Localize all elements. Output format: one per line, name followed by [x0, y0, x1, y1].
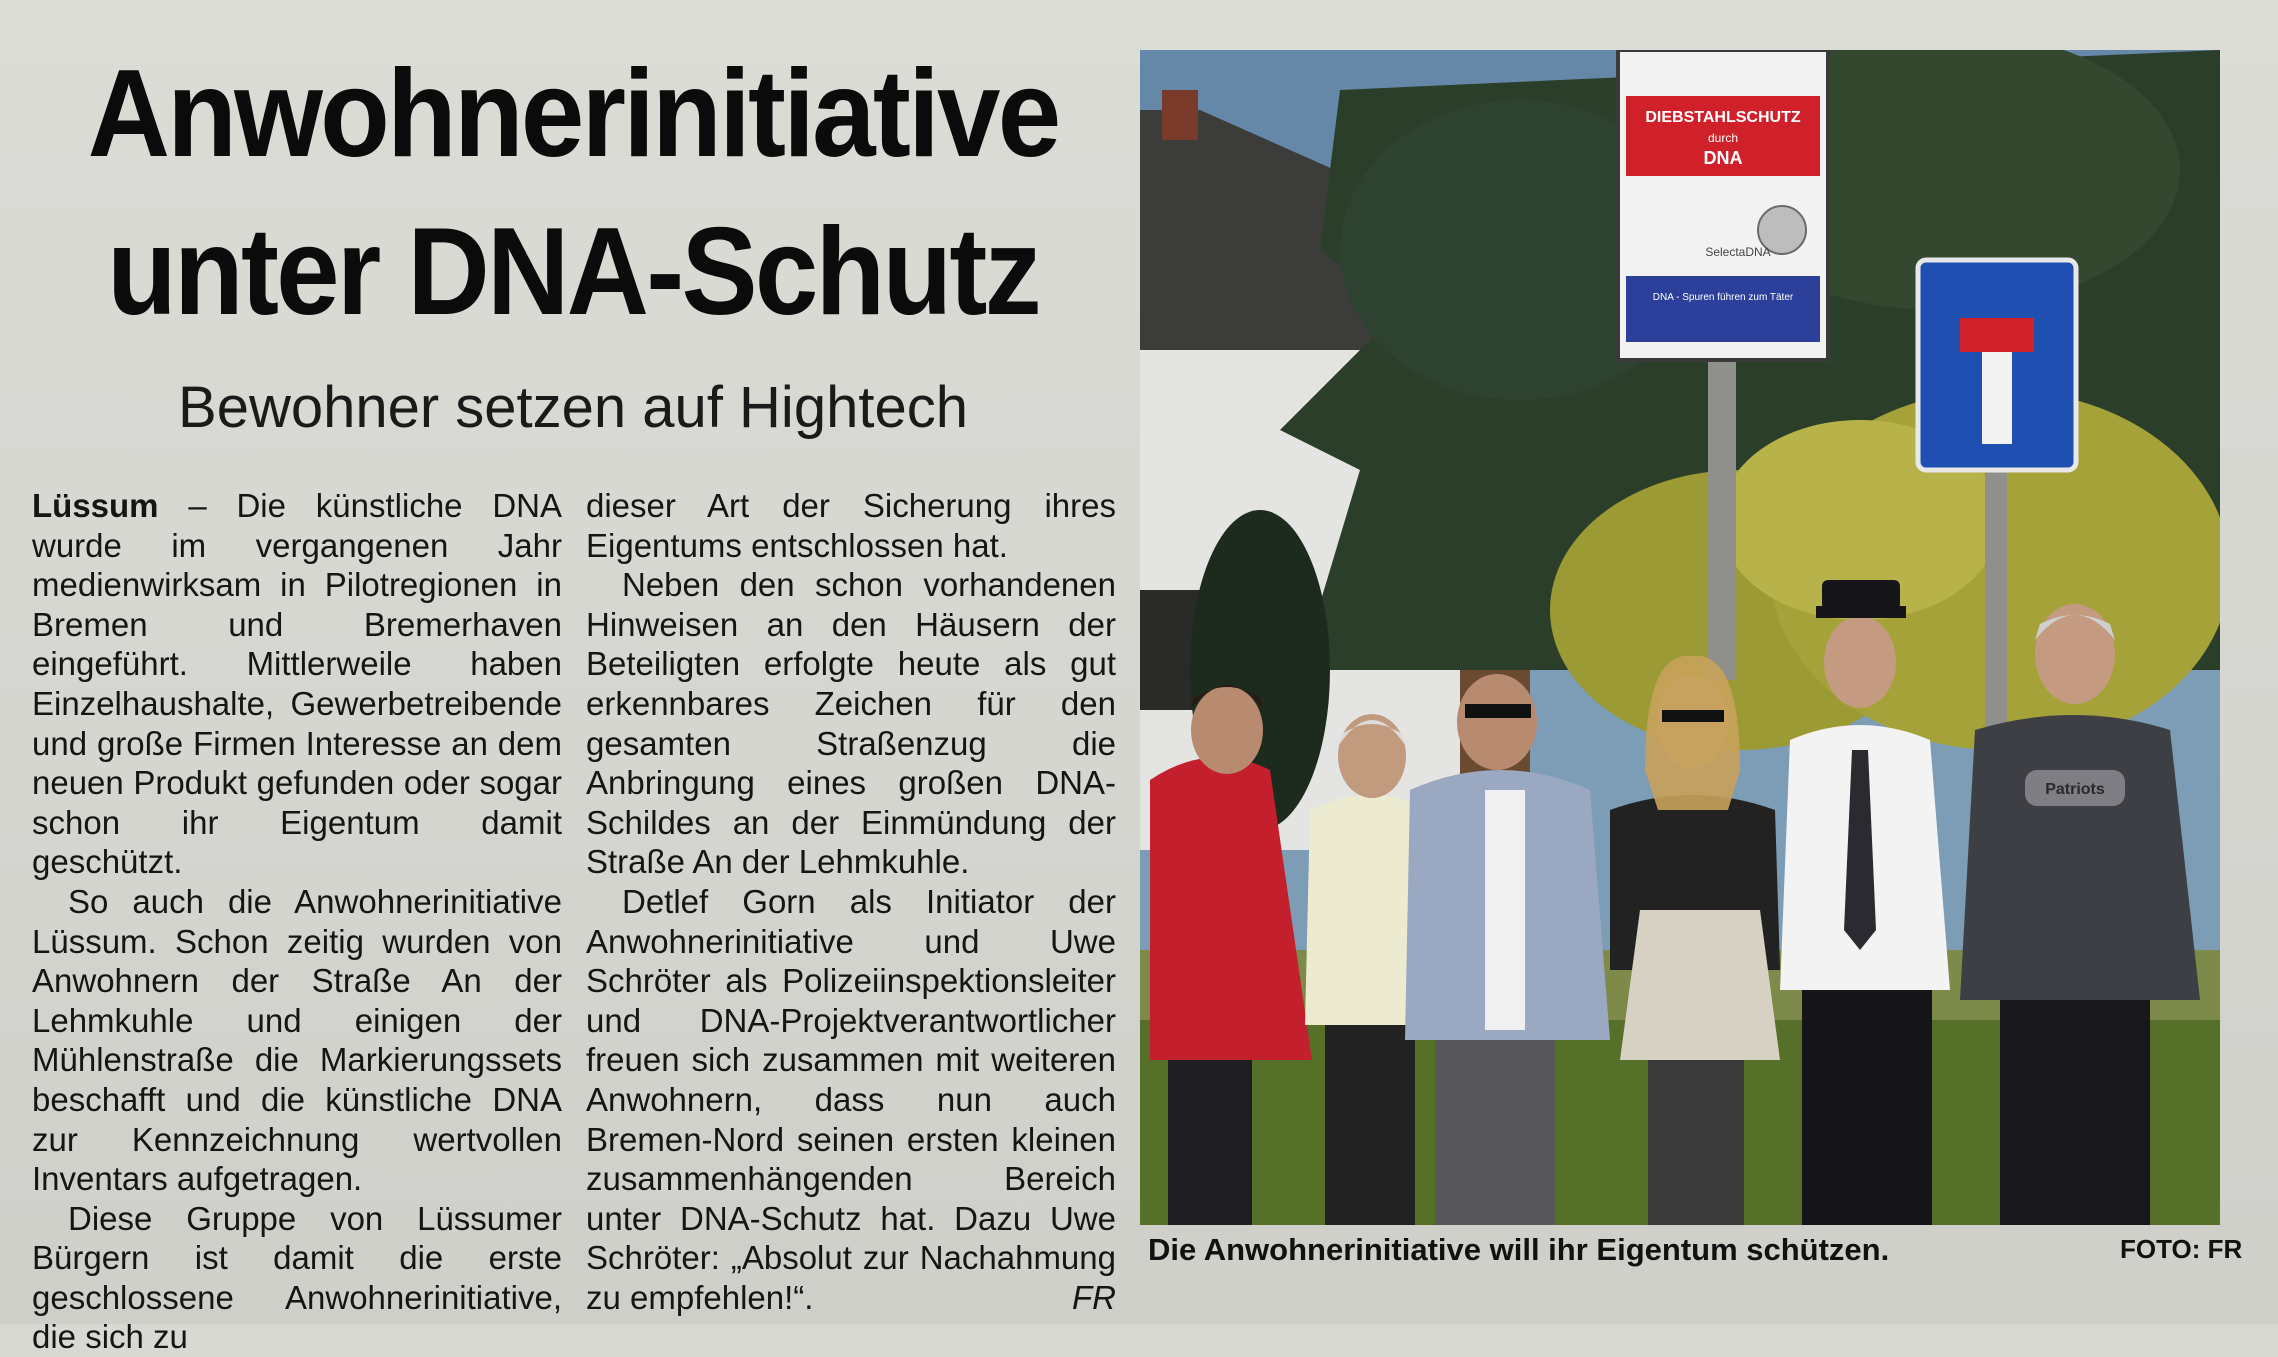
chimney — [1162, 90, 1198, 140]
article-photo — [1140, 50, 2220, 1225]
photo-caption: Die Anwohnerinitiative will ihr Eigentum schützen. — [1148, 1232, 1890, 1267]
author-initials: FR — [1072, 1278, 1116, 1316]
article-column-2 — [586, 486, 1116, 1317]
dna-sign — [1618, 50, 1828, 360]
paragraph-6-text: Detlef Gorn als Initiator der Anwohnerinitiative und Uwe Schröter als Polizeiinspektionsleiter und DNA-Projektverantwortlicher freuen sich zusammen mit weiteren Anwohnern, dass nun auch Bremen-Nord seinen ersten kleinen zusammenhängenden Bereich unter DNA-Schutz hat. Dazu Uwe Schröter: „Absolut zur Nachahmung zu empfehlen!“. — [586, 882, 1116, 1316]
headline-line-2: unter DNA-Schutz — [107, 203, 1039, 341]
sign-pole-1 — [1708, 360, 1736, 680]
sign-title-1: DIEBSTAHLSCHUTZ — [1645, 109, 1801, 126]
paragraph-3: Diese Gruppe von Lüssumer Bürgern ist damit die erste geschlossene Anwohnerinitiative, die sich zu — [32, 1199, 562, 1356]
subheadline: Bewohner setzen auf Hightech — [178, 375, 968, 440]
sign-footer: DNA - Spuren führen zum Täter — [1652, 292, 1794, 303]
paragraph-4: dieser Art der Sicherung ihres Eigentums entschlossen hat. — [586, 487, 1116, 564]
headline-line-1: Anwohnerinitiative — [87, 45, 1059, 183]
sign-title-2: durch — [1707, 131, 1739, 145]
dead-end-sign — [1918, 260, 2076, 470]
sign-brand: SelectaDNA — [1705, 245, 1771, 259]
paragraph-2: So auch die Anwohnerinitiative Lüssum. Schon zeitig wurden von Anwohnern der Straße An der Lehmkuhle und einigen der Mühlenstraße die Markierungssets beschafft und die künstliche DNA zur Kennzeichnung wertvollen Inventars aufgetragen. — [32, 882, 562, 1198]
paragraph-1 — [32, 486, 562, 882]
paragraph-5: Neben den schon vorhandenen Hinweisen an den Häusern der Beteiligten erfolgte heute als gut erkennbares Zeichen für den gesamten Straßenzug die Anbringung eines großen DNA-Schildes an der Einmündung der Straße An der Lehmkuhle. — [586, 566, 1116, 881]
paragraph-1-text: – Die künstliche DNA wurde im vergangenen Jahr medienwirksam in Pilotregionen in Bremen und Bremerhaven eingeführt. Mittlerweile haben Einzelhaushalte, Gewerbetreibende und große Firmen Interesse an dem neuen Produkt gefunden oder sogar schon ihr Eigentum damit geschützt. — [32, 487, 562, 881]
photo-illustration — [1140, 50, 2220, 1225]
shirt-text: Patriots — [2045, 781, 2105, 798]
photo-credit: FOTO: FR — [2120, 1234, 2243, 1264]
sign-title-3: DNA — [1703, 148, 1743, 168]
dateline: Lüssum — [32, 487, 159, 524]
paragraph-6 — [586, 882, 1116, 1318]
article-column-1 — [32, 486, 562, 1357]
